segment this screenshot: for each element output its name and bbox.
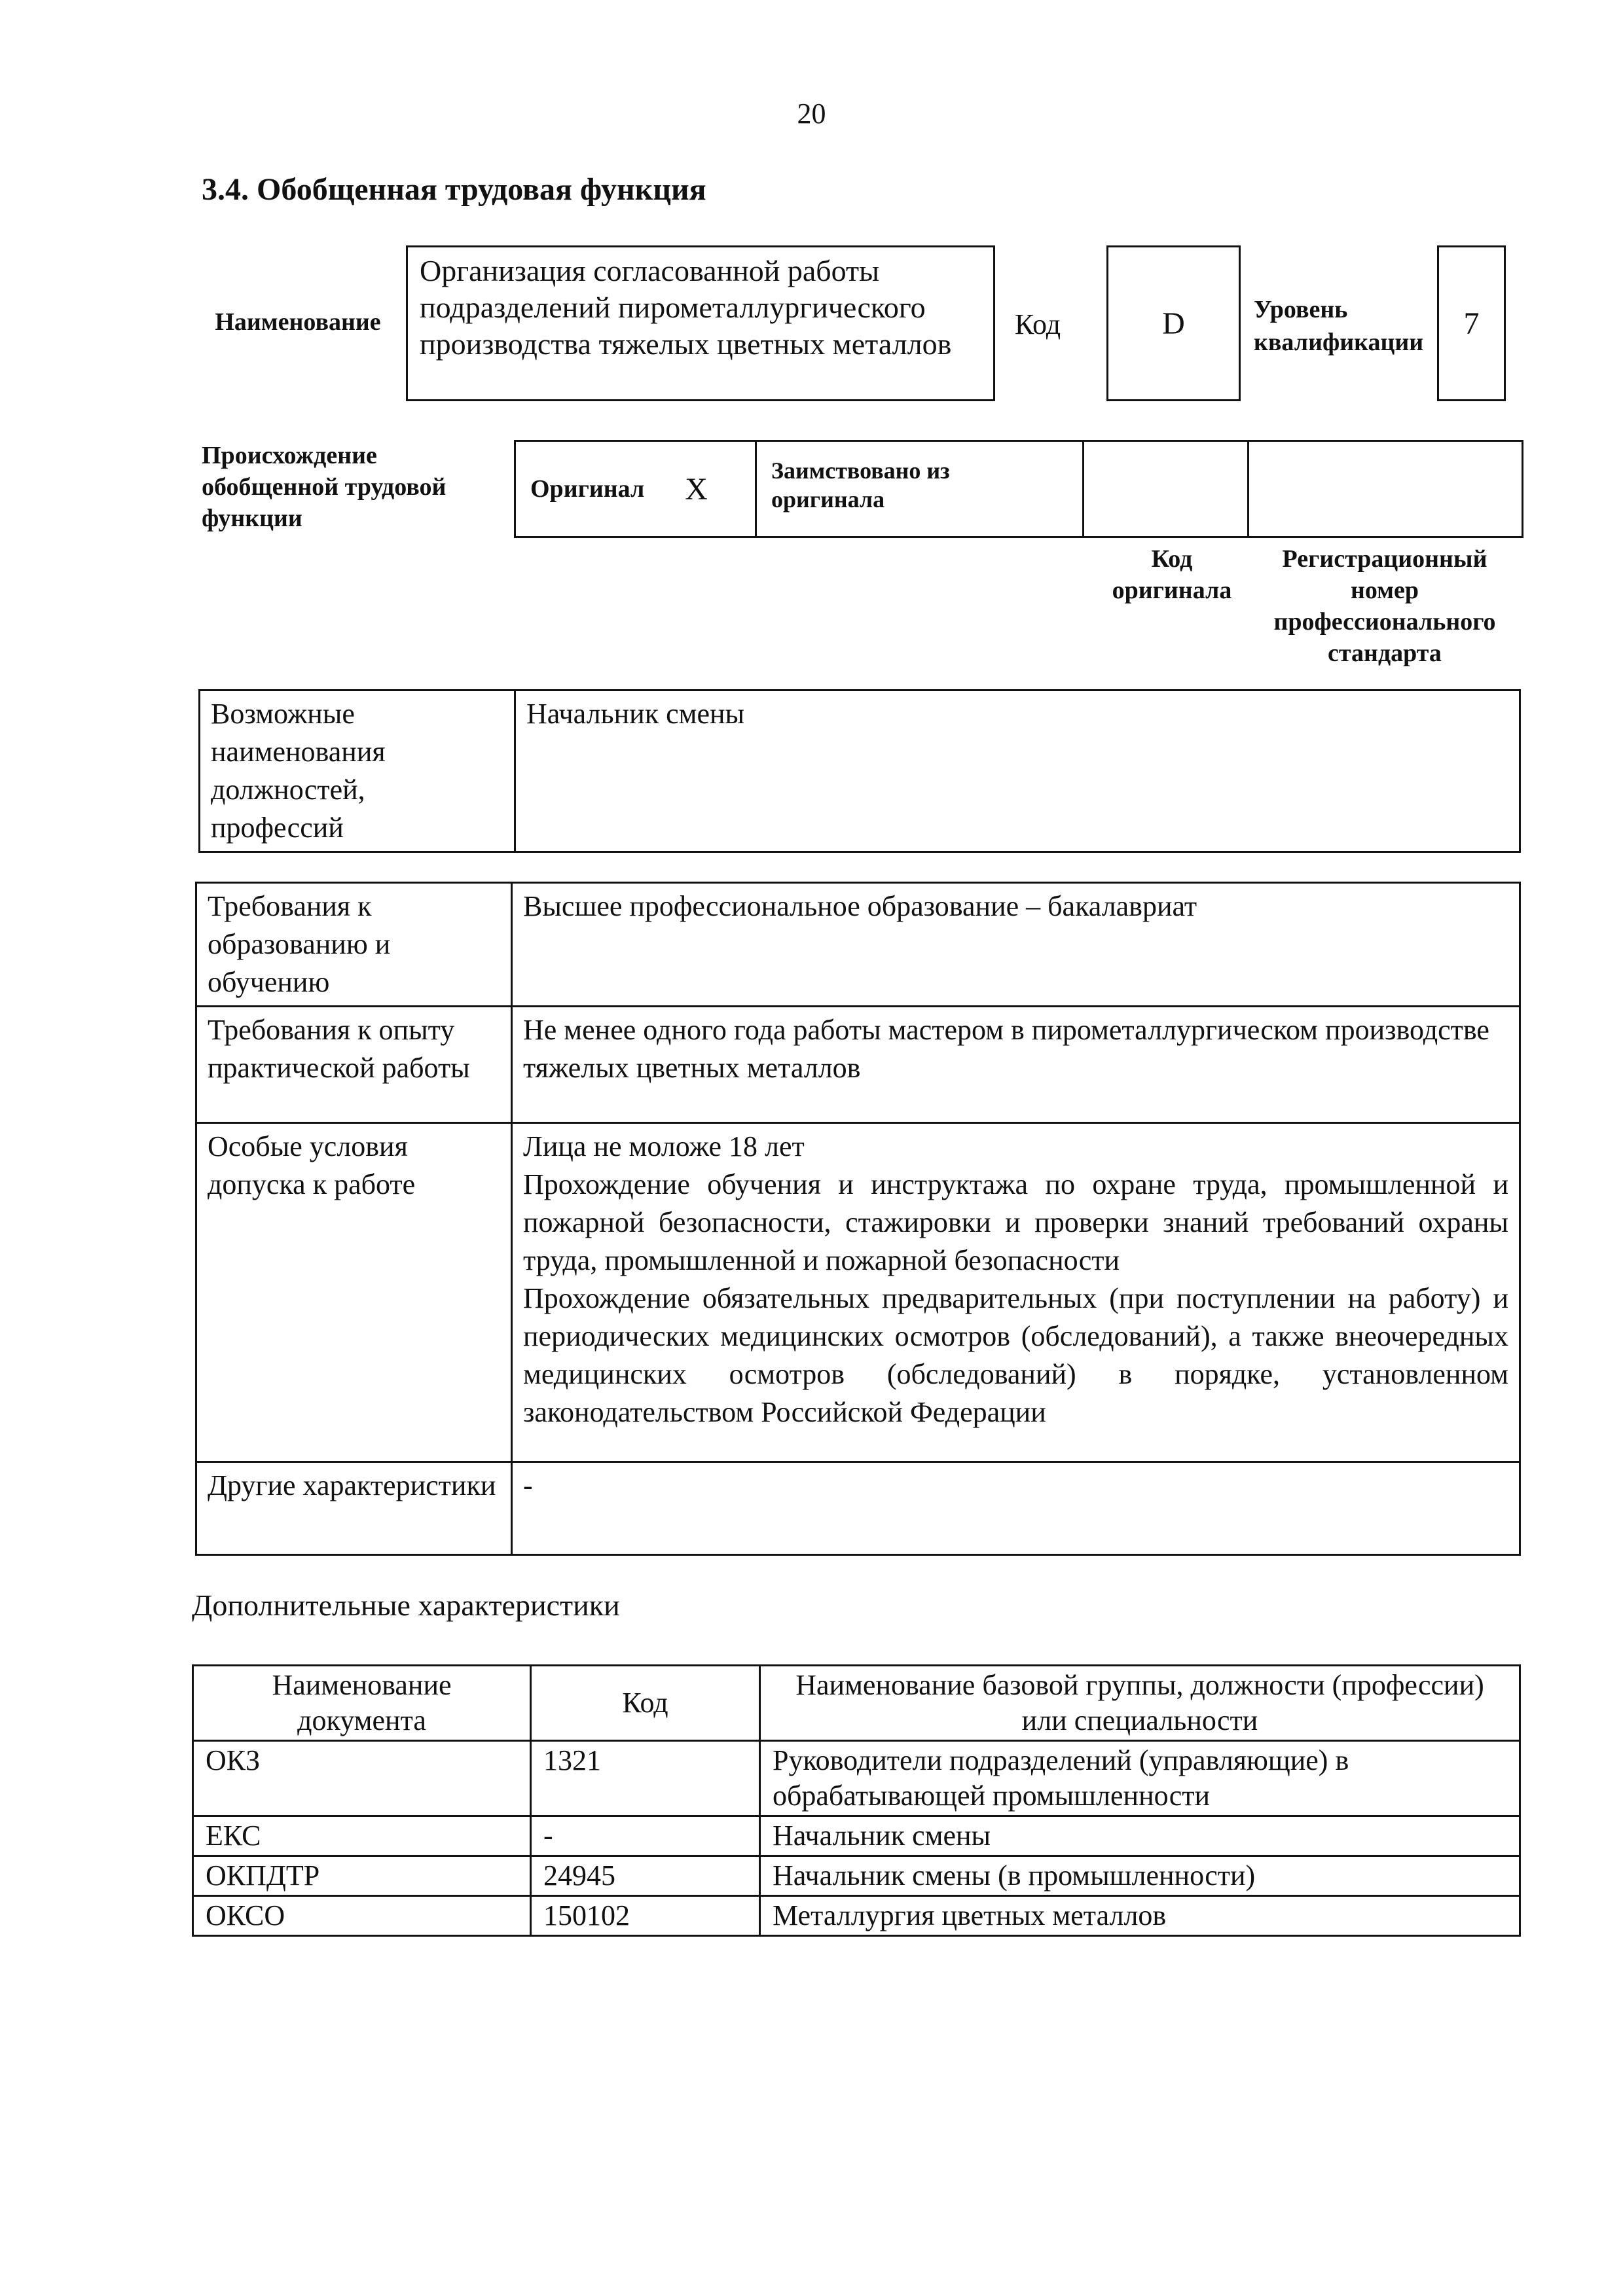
positions-row xyxy=(200,691,1520,852)
req-label: Особые условия допуска к работе xyxy=(196,1123,512,1462)
cell-document: ОКСО xyxy=(193,1896,531,1936)
table-row xyxy=(196,1462,1520,1555)
original-mark: X xyxy=(685,471,708,507)
req-line: Лица не моложе 18 лет xyxy=(523,1130,805,1162)
positions-value: Начальник смены xyxy=(515,691,1520,852)
table-header-row xyxy=(193,1666,1520,1741)
req-value: Не менее одного года работы мастером в пирометаллургическом производстве тяжелых цветных металлов xyxy=(512,1007,1520,1123)
col-header-name: Наименование базовой группы, должности (профессии) или специальности xyxy=(760,1666,1520,1741)
table-row xyxy=(193,1856,1520,1896)
cell-name: Начальник смены (в промышленности) xyxy=(760,1856,1520,1896)
level-value-box xyxy=(1437,245,1506,401)
req-value xyxy=(512,1123,1520,1462)
table-row xyxy=(193,1896,1520,1936)
original-label: Оригинал xyxy=(530,475,645,503)
cell-document: ЕКС xyxy=(193,1816,531,1856)
code-value: D xyxy=(1162,306,1185,341)
regnum-caption: Регистрационный номер профессионального стандарта xyxy=(1273,545,1496,667)
cell-code: - xyxy=(531,1816,760,1856)
origin-regnum-cell xyxy=(1249,442,1522,536)
req-label: Другие характеристики xyxy=(196,1462,512,1555)
origin-table xyxy=(514,440,1523,538)
additional-title: Дополнительные характеристики xyxy=(192,1588,620,1622)
name-value: Организация согласованной работы подразделений пирометаллургического производства тяжелых цветных металлов xyxy=(420,254,952,361)
table-row xyxy=(196,1123,1520,1462)
req-line: Прохождение обучения и инструктажа по охране труда, промышленной и пожарной безопасности, стажировки и проверки знаний требований охраны труда, промышленной и пожарной безопасности xyxy=(523,1168,1508,1276)
code-label: Код xyxy=(1014,308,1061,340)
cell-name: Металлургия цветных металлов xyxy=(760,1896,1520,1936)
req-value: - xyxy=(512,1462,1520,1555)
cell-name: Начальник смены xyxy=(760,1816,1520,1856)
col-header-document: Наименование документа xyxy=(193,1666,531,1741)
col-header-code: Код xyxy=(531,1666,760,1741)
positions-label: Возможные наименования должностей, профессий xyxy=(200,691,515,852)
cell-name: Руководители подразделений (управляющие) в обрабатывающей промышленности xyxy=(760,1741,1520,1816)
cell-code: 24945 xyxy=(531,1856,760,1896)
table-row xyxy=(193,1741,1520,1816)
level-value: 7 xyxy=(1463,306,1480,341)
level-label: Уровень квалификации xyxy=(1254,296,1424,356)
section-title: 3.4. Обобщенная трудовая функция xyxy=(202,172,706,207)
origin-label: Происхождение обобщенной трудовой функции xyxy=(202,442,447,532)
positions-table xyxy=(198,689,1521,853)
req-label: Требования к опыту практической работы xyxy=(196,1007,512,1123)
additional-table xyxy=(192,1664,1521,1937)
requirements-table xyxy=(195,882,1521,1556)
table-row xyxy=(196,1007,1520,1123)
req-value: Высшее профессиональное образование – бакалавриат xyxy=(512,883,1520,1007)
borrowed-label: Заимствовано из оригинала xyxy=(771,457,950,512)
cell-code: 1321 xyxy=(531,1741,760,1816)
page-number: 20 xyxy=(797,98,826,130)
name-value-box xyxy=(406,245,995,401)
cell-document: ОКПДТР xyxy=(193,1856,531,1896)
original-cell xyxy=(516,442,757,536)
borrowed-cell xyxy=(757,442,1084,536)
code-caption: Код оригинала xyxy=(1112,545,1232,604)
req-line: Прохождение обязательных предварительных (при поступлении на работу) и периодических медицинских осмотров (обследований), а также внеочередных медицинских осмотров (обследований) в порядке, установленном законодательством Российской Федерации xyxy=(523,1282,1508,1428)
table-row xyxy=(193,1816,1520,1856)
table-row xyxy=(196,883,1520,1007)
code-value-box xyxy=(1106,245,1241,401)
origin-code-cell xyxy=(1084,442,1249,536)
name-label: Наименование xyxy=(215,308,381,336)
cell-document: ОКЗ xyxy=(193,1741,531,1816)
req-label: Требования к образованию и обучению xyxy=(196,883,512,1007)
cell-code: 150102 xyxy=(531,1896,760,1936)
